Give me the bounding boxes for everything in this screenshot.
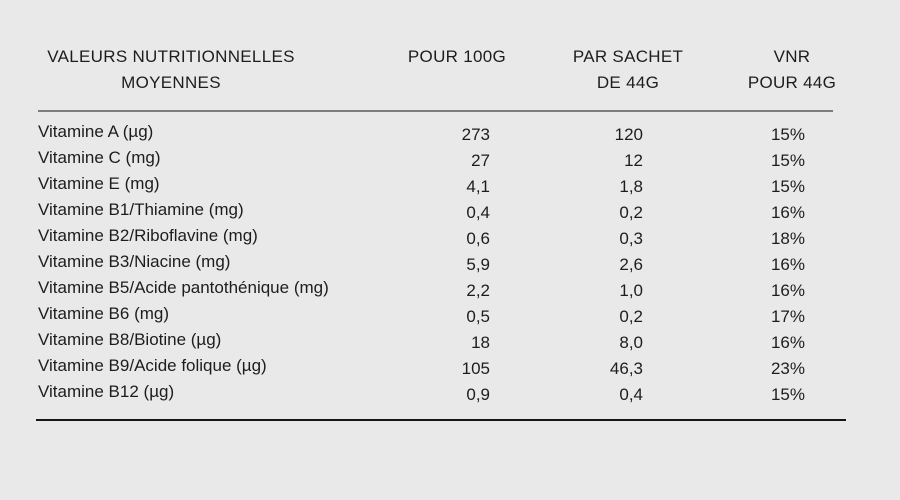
value-per-100g: [402, 278, 512, 298]
value-per-sachet-44g: [512, 226, 700, 246]
value-per-sachet-44g: [512, 148, 700, 168]
value-per-100g: [402, 226, 512, 246]
value-vnr-44g: [700, 174, 872, 194]
row-label: Vitamine B8/Biotine (µg): [38, 330, 222, 349]
value-per-100g: [402, 356, 512, 376]
table-row: [38, 353, 872, 379]
table-row: [38, 171, 872, 197]
table-row: [38, 249, 872, 275]
value-per-100g: [402, 174, 512, 194]
value-vnr-44g: [700, 200, 872, 220]
row-label: Vitamine C (mg): [38, 148, 161, 167]
row-label: Vitamine B2/Riboflavine (mg): [38, 226, 258, 245]
value-per-100g-text: 273: [461, 125, 490, 144]
value-per-100g-text: 27: [471, 151, 490, 170]
header-divider-line: [38, 110, 833, 112]
value-vnr-44g: [700, 304, 872, 324]
header-col-nutrition-values: [38, 44, 304, 96]
value-per-100g-text: 0,5: [466, 307, 490, 326]
header-col1-line1: VALEURS NUTRITIONNELLES: [47, 47, 295, 66]
value-per-sachet-44g: [512, 278, 700, 298]
table-header: [38, 44, 872, 96]
header-col2-line1: POUR 100G: [407, 47, 507, 66]
value-vnr-44g-text: 16%: [770, 333, 805, 352]
value-per-100g: [402, 304, 512, 324]
value-per-100g: [402, 200, 512, 220]
value-vnr-44g-text: 17%: [770, 307, 805, 326]
value-per-sachet-44g-text: 120: [614, 125, 643, 144]
value-per-100g-text: 0,6: [466, 229, 490, 248]
value-vnr-44g: [700, 148, 872, 168]
value-per-100g-text: 0,4: [466, 203, 490, 222]
header-col3-line1: PAR SACHET: [572, 47, 684, 66]
value-per-sachet-44g-text: 0,4: [619, 385, 643, 404]
value-vnr-44g: [700, 226, 872, 246]
header-col-per-sachet-44g: [512, 44, 700, 96]
value-per-sachet-44g: [512, 330, 700, 350]
table-row: [38, 145, 872, 171]
value-per-sachet-44g-text: 0,2: [619, 203, 643, 222]
value-vnr-44g-text: 16%: [770, 203, 805, 222]
value-per-100g-text: 18: [471, 333, 490, 352]
value-vnr-44g-text: 16%: [770, 281, 805, 300]
value-per-sachet-44g: [512, 356, 700, 376]
row-label: Vitamine B9/Acide folique (µg): [38, 356, 267, 375]
value-vnr-44g-text: 15%: [770, 125, 805, 144]
value-per-100g: [402, 148, 512, 168]
value-per-100g-text: 5,9: [466, 255, 490, 274]
table-row: [38, 275, 872, 301]
table-row: [38, 379, 872, 405]
value-vnr-44g: [700, 330, 872, 350]
table-row: [38, 301, 872, 327]
table-row: [38, 197, 872, 223]
value-per-sachet-44g: [512, 174, 700, 194]
value-per-100g-text: 105: [461, 359, 490, 378]
value-per-sachet-44g: [512, 382, 700, 402]
value-per-sachet-44g: [512, 122, 700, 142]
row-label: Vitamine B5/Acide pantothénique (mg): [38, 278, 329, 297]
value-vnr-44g: [700, 252, 872, 272]
header-col4-line2: POUR 44G: [747, 73, 837, 92]
value-vnr-44g: [700, 356, 872, 376]
value-per-100g: [402, 252, 512, 272]
value-per-sachet-44g-text: 46,3: [609, 359, 643, 378]
value-vnr-44g-text: 18%: [770, 229, 805, 248]
value-per-100g: [402, 122, 512, 142]
value-per-sachet-44g-text: 8,0: [619, 333, 643, 352]
header-col-vnr-44g: [700, 44, 872, 96]
value-per-100g: [402, 330, 512, 350]
header-col-per-100g: [402, 44, 512, 96]
bottom-divider-line: [36, 419, 846, 421]
row-label: Vitamine B12 (µg): [38, 382, 175, 401]
header-col4-line1: VNR: [773, 47, 811, 66]
row-label: Vitamine B1/Thiamine (mg): [38, 200, 244, 219]
value-per-sachet-44g-text: 2,6: [619, 255, 643, 274]
row-label: Vitamine E (mg): [38, 174, 160, 193]
row-label: Vitamine B3/Niacine (mg): [38, 252, 231, 271]
value-per-sachet-44g-text: 1,8: [619, 177, 643, 196]
table-row: [38, 223, 872, 249]
value-per-100g-text: 2,2: [466, 281, 490, 300]
header-col1-line2: MOYENNES: [121, 73, 221, 92]
value-vnr-44g-text: 15%: [770, 385, 805, 404]
value-per-sachet-44g: [512, 200, 700, 220]
value-per-100g-text: 4,1: [466, 177, 490, 196]
row-label: Vitamine B6 (mg): [38, 304, 170, 323]
table-row: [38, 119, 872, 145]
value-per-sachet-44g-text: 0,2: [619, 307, 643, 326]
value-per-100g: [402, 382, 512, 402]
value-per-sachet-44g: [512, 252, 700, 272]
value-per-sachet-44g: [512, 304, 700, 324]
value-vnr-44g-text: 15%: [770, 177, 805, 196]
value-per-100g-text: 0,9: [466, 385, 490, 404]
value-vnr-44g: [700, 382, 872, 402]
value-per-sachet-44g-text: 0,3: [619, 229, 643, 248]
table-body: [38, 119, 872, 405]
header-col3-line2: DE 44G: [596, 73, 660, 92]
table-row: [38, 327, 872, 353]
value-per-sachet-44g-text: 12: [624, 151, 643, 170]
value-vnr-44g-text: 15%: [770, 151, 805, 170]
row-label: Vitamine A (µg): [38, 122, 154, 141]
value-vnr-44g: [700, 122, 872, 142]
value-vnr-44g-text: 16%: [770, 255, 805, 274]
value-per-sachet-44g-text: 1,0: [619, 281, 643, 300]
value-vnr-44g-text: 23%: [770, 359, 805, 378]
value-vnr-44g: [700, 278, 872, 298]
